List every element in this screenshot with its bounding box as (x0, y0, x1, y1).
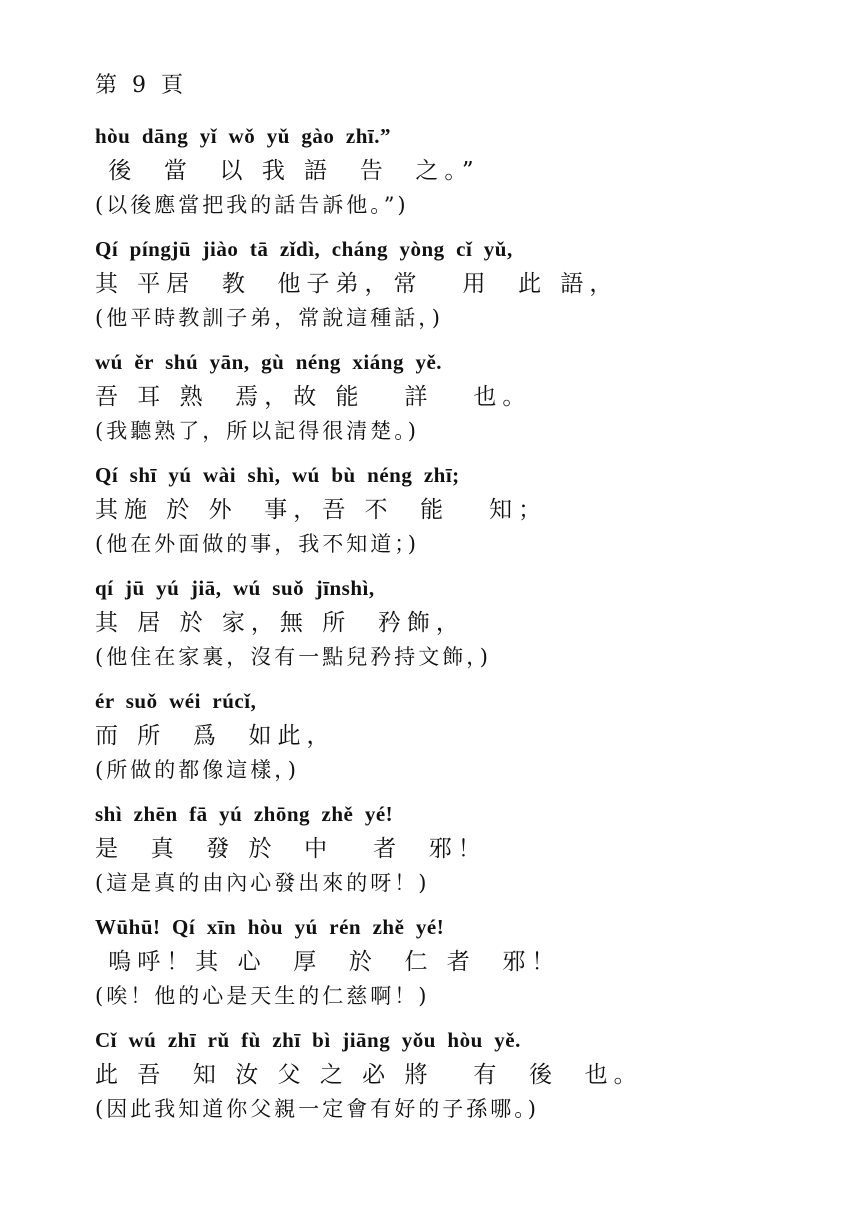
classical-chinese-line: 而 所 爲 如此， (95, 723, 336, 749)
verse-block (95, 570, 815, 683)
classical-chinese-line: 是 真 發 於 中 者 邪！ (95, 836, 487, 862)
verse-block (95, 683, 815, 796)
verse-block (95, 231, 815, 344)
classical-chinese-line: 吾 耳 熟 焉，故 能 詳 也。 (95, 384, 532, 410)
classical-chinese-line: 後 當 以 我 語 告 之。” (95, 158, 480, 184)
vernacular-translation-line: (所做的都像這樣，) (95, 758, 299, 782)
verse-block (95, 344, 815, 457)
pinyin-line: wú ěr shú yān, gù néng xiáng yě. (95, 350, 443, 374)
classical-chinese-line: 嗚呼！其 心 厚 於 仁 者 邪！ (95, 949, 561, 975)
vernacular-translation-line: (唉！他的心是天生的仁慈啊！) (95, 984, 430, 1008)
pinyin-line: Cǐ wú zhī rǔ fù zhī bì jiāng yǒu hòu yě. (95, 1028, 521, 1052)
pinyin-line: hòu dāng yǐ wǒ yǔ gào zhī.” (95, 124, 391, 148)
vernacular-translation-line: (我聽熟了，所以記得很清楚。) (95, 419, 419, 443)
pinyin-line: Wūhū! Qí xīn hòu yú rén zhě yé! (95, 915, 445, 939)
pinyin-line: qí jū yú jiā, wú suǒ jīnshì, (95, 576, 375, 600)
classical-chinese-line: 此 吾 知 汝 父 之 必 將 有 後 也。 (95, 1062, 643, 1088)
verse-block (95, 1022, 815, 1135)
vernacular-translation-line: (他在外面做的事，我不知道；) (95, 532, 419, 556)
verse-block (95, 796, 815, 909)
vernacular-translation-line: (因此我知道你父親一定會有好的子孫哪。) (95, 1097, 539, 1121)
classical-chinese-line: 其施 於 外 事，吾 不 能 知； (95, 497, 548, 523)
pinyin-line: Qí shī yú wài shì, wú bù néng zhī; (95, 463, 460, 487)
passage (95, 118, 815, 1135)
pinyin-line: shì zhēn fā yú zhōng zhě yé! (95, 802, 394, 826)
vernacular-translation-line: (他住在家裏，沒有一點兒矜持文飾，) (95, 645, 491, 669)
classical-chinese-line: 其 平居 教 他子弟，常 用 此 語， (95, 271, 619, 297)
verse-block (95, 118, 815, 231)
pinyin-line: ér suǒ wéi rúcǐ, (95, 689, 257, 713)
vernacular-translation-line: (以後應當把我的話告訴他。”) (95, 193, 409, 217)
verse-block (95, 457, 815, 570)
pinyin-line: Qí píngjū jiào tā zǐdì, cháng yòng cǐ yǔ, (95, 237, 513, 261)
page-number: 第 9 頁 (95, 73, 187, 98)
vernacular-translation-line: (他平時教訓子弟，常說這種話，) (95, 306, 443, 330)
verse-block (95, 909, 815, 1022)
classical-chinese-line: 其 居 於 家，無 所 矜飾， (95, 610, 465, 636)
vernacular-translation-line: (這是真的由內心發出來的呀！) (95, 871, 430, 895)
